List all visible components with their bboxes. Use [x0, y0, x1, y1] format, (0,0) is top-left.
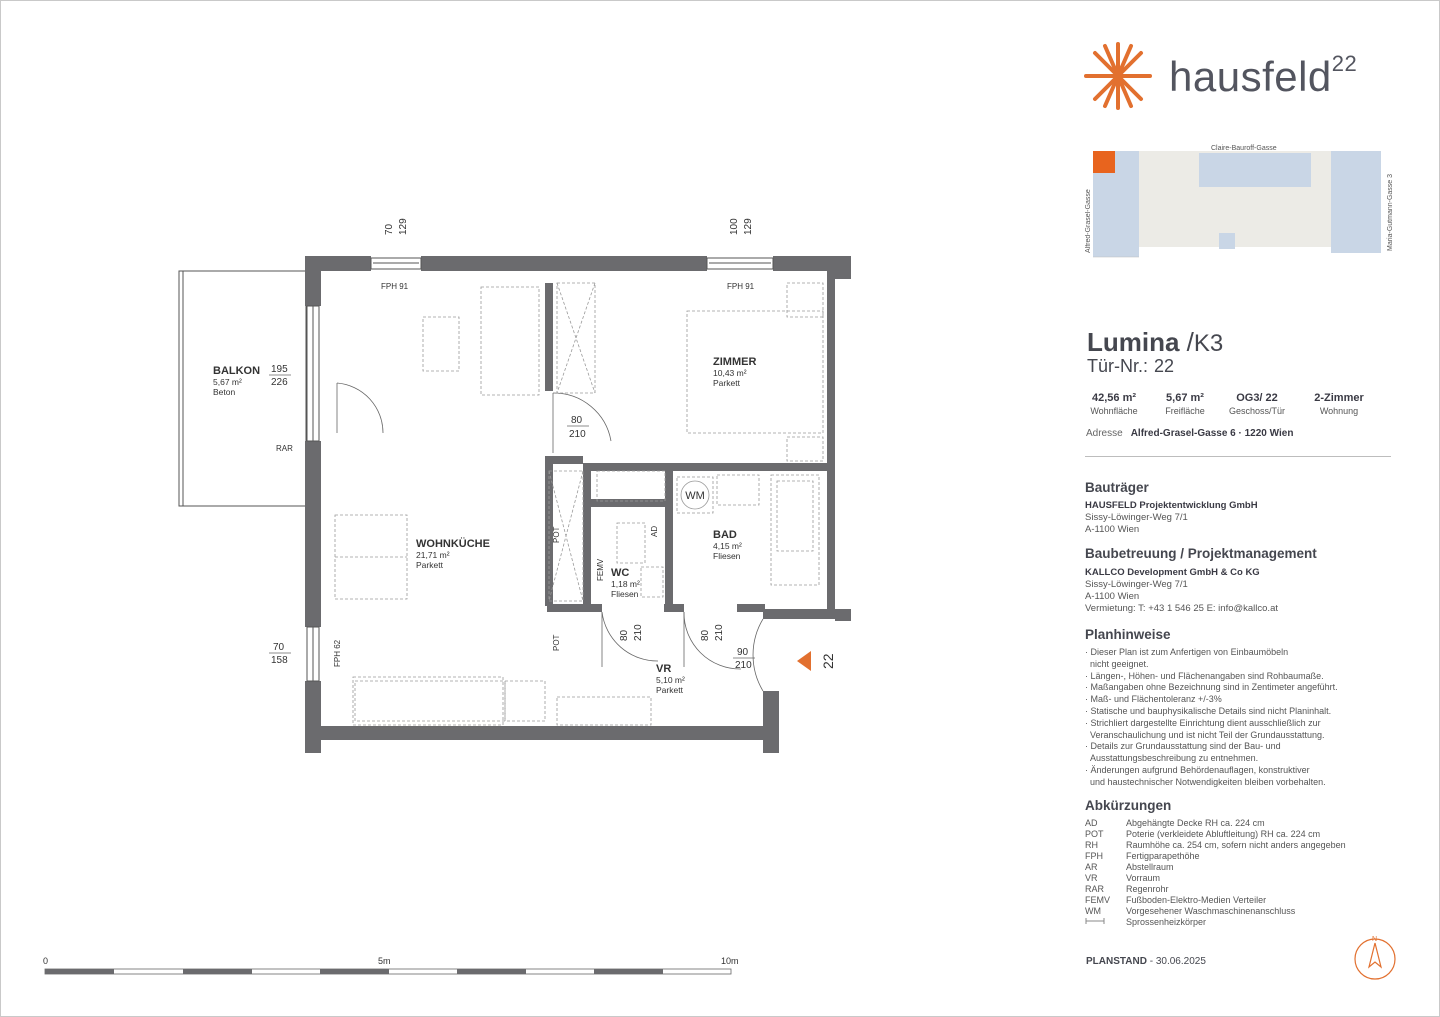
dimension: 210 — [633, 624, 644, 641]
unit-highlight — [1093, 151, 1115, 173]
unit-stats — [1085, 392, 1385, 422]
note-line: Ausstattungsbeschreibung zu entnehmen. — [1090, 753, 1259, 764]
abbr-row — [1085, 840, 1395, 851]
brand-name: hausfeld — [1169, 53, 1332, 100]
abbr-value: Vorraum — [1126, 873, 1161, 883]
scale-label: 0 — [43, 956, 49, 966]
room-zimmer — [713, 356, 756, 388]
abbr-key: FPH — [1085, 851, 1103, 861]
fph-label: FPH 62 — [333, 639, 342, 667]
room-floor: Fliesen — [713, 551, 741, 561]
balcony-outline — [179, 271, 306, 506]
brand-sup: 22 — [1331, 51, 1358, 76]
note-line: · Änderungen aufgrund Behördenauflagen, konstruktiver — [1085, 764, 1310, 775]
note-line: · Maß- und Flächentoleranz +/-3% — [1085, 694, 1222, 705]
street-label: Alfred-Grasel-Gasse — [1085, 189, 1092, 253]
scale-bar — [43, 956, 739, 974]
rar-label: RAR — [276, 444, 293, 453]
stat-geschoss — [1225, 392, 1289, 416]
room-area: 10,43 m² — [713, 368, 747, 378]
stat-value: OG3/ 22 — [1236, 392, 1278, 404]
room-bad — [713, 529, 742, 561]
dimension: 129 — [398, 218, 409, 235]
room-balkon — [213, 365, 260, 397]
building-code: K3 — [1193, 330, 1224, 357]
abbr-row — [1085, 818, 1395, 829]
room-name: BALKON — [213, 365, 261, 377]
fph-label: FPH 91 — [727, 282, 755, 291]
room-name: BAD — [713, 529, 737, 541]
dimension: 195 — [271, 364, 288, 375]
developer-company: HAUSFELD Projektentwicklung GmbH — [1085, 500, 1258, 511]
note-line: · Strichliert dargestellte Einrichtung dient ausschließlich zur — [1085, 717, 1321, 728]
abbr-value: Fußboden-Elektro-Medien Verteiler — [1126, 895, 1267, 905]
management-heading: Baubetreuung / Projektmanagement — [1085, 546, 1317, 561]
abbr-value: Abstellraum — [1126, 862, 1174, 872]
project-name: Lumina — [1087, 327, 1180, 357]
scale-label: 10m — [721, 956, 739, 966]
abbr-value: Vorgesehener Waschmaschinenanschluss — [1126, 906, 1296, 916]
room-wc — [611, 567, 640, 599]
street-label: Claire-Bauroff-Gasse — [1211, 145, 1277, 152]
room-area: 21,71 m² — [416, 550, 450, 560]
developer-block — [1085, 500, 1258, 536]
site-plan — [1085, 143, 1395, 261]
note-line: · Maßangaben ohne Bezeichnung sind in Zentimeter angeführt. — [1085, 682, 1338, 693]
note-line: · Statische und bauphysikalische Details sind nicht Planinhalt. — [1085, 705, 1332, 716]
notes-heading: Planhinweise — [1085, 627, 1171, 642]
note-line: nicht geeignet. — [1090, 658, 1149, 669]
brand-logo — [1085, 41, 1405, 113]
fph-label: FPH 91 — [381, 282, 409, 291]
abbreviations-list — [1085, 818, 1395, 928]
stat-zimmer — [1307, 392, 1371, 416]
divider — [1085, 456, 1391, 457]
door-label: Tür-Nr.: — [1087, 356, 1148, 376]
abbr-key: FEMV — [1085, 895, 1111, 905]
pot-label: POT — [552, 634, 561, 651]
abbr-row — [1085, 884, 1395, 895]
note-line: · Dieser Plan ist zum Anfertigen von Einbaumöbeln — [1085, 647, 1289, 657]
stat-value: 2-Zimmer — [1314, 392, 1364, 404]
north-compass-icon — [1351, 933, 1399, 981]
abbr-value: Sprossenheizkörper — [1126, 917, 1207, 927]
room-floor: Parkett — [416, 560, 443, 570]
room-area: 1,18 m² — [611, 579, 640, 589]
room-floor: Parkett — [656, 685, 683, 695]
site-plan-map — [1085, 143, 1395, 261]
abbr-key: RH — [1085, 840, 1098, 850]
management-street: Sissy-Löwinger-Weg 7/1 — [1085, 579, 1188, 590]
dimension: 158 — [271, 655, 288, 666]
entry-marker — [797, 651, 836, 671]
dimension: 100 — [729, 218, 740, 235]
room-name: WOHNKÜCHE — [416, 538, 490, 550]
pot-label: POT — [552, 526, 561, 543]
abbr-row — [1085, 906, 1395, 917]
abbr-row — [1085, 873, 1395, 884]
stat-value: 42,56 m² — [1091, 392, 1137, 404]
svg-text:N: N — [1372, 936, 1378, 943]
abbr-value: Regenrohr — [1126, 884, 1169, 894]
floor-plan-drawing — [1, 1, 1061, 1017]
management-company: KALLCO Development GmbH & Co KG — [1085, 567, 1260, 578]
plan-status: PLANSTAND - 30.06.2025 — [1086, 956, 1206, 967]
dimension: 80 — [571, 415, 583, 426]
note-line: · Details zur Grundausstattung sind der Bau- und — [1085, 741, 1281, 752]
management-contact: Vermietung: T: +43 1 546 25 E: info@kallco.at — [1085, 603, 1278, 614]
abbr-key: AR — [1085, 862, 1098, 872]
dimension: 80 — [700, 629, 711, 641]
brand-wordmark — [1169, 51, 1357, 101]
room-floor: Fliesen — [611, 589, 639, 599]
stat-value: 5,67 m² — [1166, 392, 1204, 404]
address-label: Adresse — [1086, 428, 1123, 439]
scale-label: 5m — [378, 956, 391, 966]
stat-label: Wohnung — [1319, 406, 1359, 416]
room-wohnkueche — [416, 537, 490, 570]
dimension: 90 — [737, 647, 749, 658]
developer-heading: Bauträger — [1085, 480, 1149, 495]
dimension: 226 — [271, 377, 288, 388]
plan-status-date: 30.06.2025 — [1155, 956, 1206, 967]
abbr-key: VR — [1085, 873, 1098, 883]
wm-label: WM — [685, 490, 705, 502]
management-city: A-1100 Wien — [1085, 591, 1140, 602]
stat-label: Freifläche — [1165, 406, 1205, 416]
developer-street: Sissy-Löwinger-Weg 7/1 — [1085, 512, 1188, 523]
unit-title: Lumina /K3 — [1087, 327, 1224, 357]
developer-city: A-1100 Wien — [1085, 524, 1140, 535]
abbreviations-heading: Abkürzungen — [1085, 798, 1172, 813]
door-number — [1087, 356, 1174, 377]
walls — [305, 256, 851, 753]
room-area: 5,67 m² — [213, 377, 242, 387]
dimension: 80 — [619, 629, 630, 641]
abbr-value: Poterie (verkleidete Abluftleitung) RH ca. 224 cm — [1126, 829, 1321, 839]
room-vr — [656, 663, 685, 695]
floor-plan — [1, 1, 1061, 1017]
door-value: 22 — [1154, 356, 1175, 376]
abbr-row — [1085, 917, 1395, 928]
dimension: 210 — [735, 660, 752, 671]
note-line: Veranschaulichung und ist nicht Teil der Grundausstattung. — [1090, 729, 1325, 740]
address — [1086, 428, 1293, 439]
abbr-row — [1085, 829, 1395, 840]
info-panel — [1085, 1, 1405, 1017]
stat-label: Wohnfläche — [1090, 406, 1138, 416]
street-label: Maria-Gutmann-Gasse 3 — [1387, 173, 1394, 251]
room-area: 5,10 m² — [656, 675, 685, 685]
management-block — [1085, 567, 1278, 615]
dimension: 70 — [384, 223, 395, 235]
abbr-key: POT — [1085, 829, 1104, 839]
abbr-row — [1085, 895, 1395, 906]
ad-label: AD — [650, 525, 659, 537]
dimension: 210 — [714, 624, 725, 641]
radiator-icon — [1085, 917, 1126, 928]
abbr-value: Fertigparapethöhe — [1126, 851, 1200, 861]
abbr-value: Abgehängte Decke RH ca. 224 cm — [1126, 818, 1265, 828]
plan-status-label: PLANSTAND — [1086, 956, 1147, 967]
dimension: 210 — [569, 429, 586, 440]
abbr-key: AD — [1085, 818, 1098, 828]
abbr-key: WM — [1085, 906, 1101, 916]
abbr-row — [1085, 851, 1395, 862]
room-floor: Parkett — [713, 378, 740, 388]
abbr-value: Raumhöhe ca. 254 cm, sofern nicht anders angegeben — [1126, 840, 1346, 850]
room-name: VR — [656, 663, 672, 675]
stat-freiflaeche — [1159, 392, 1211, 416]
femv-label: FEMV — [596, 558, 605, 581]
abbr-key: RAR — [1085, 884, 1105, 894]
room-name: WC — [611, 567, 630, 579]
asterisk-logo-icon — [1083, 41, 1153, 111]
notes-list — [1085, 647, 1395, 789]
abbr-row — [1085, 862, 1395, 873]
dimension: 70 — [273, 642, 285, 653]
note-line: · Längen-, Höhen- und Flächenangaben sind Rohbaumaße. — [1085, 670, 1324, 681]
room-floor: Beton — [213, 387, 236, 397]
address-value: Alfred-Grasel-Gasse 6 · 1220 Wien — [1130, 428, 1294, 439]
room-area: 4,15 m² — [713, 541, 742, 551]
entry-door-number: 22 — [820, 653, 836, 669]
stat-label: Geschoss/Tür — [1228, 406, 1286, 416]
washing-machine-symbol — [677, 477, 713, 513]
note-line: und haustechnischer Notwendigkeiten bleiben vorbehalten. — [1090, 776, 1326, 787]
room-name: ZIMMER — [713, 356, 757, 368]
dimension: 129 — [743, 218, 754, 235]
dimensions — [269, 218, 755, 671]
stat-wohnflaeche — [1085, 392, 1143, 416]
furniture — [335, 283, 823, 725]
